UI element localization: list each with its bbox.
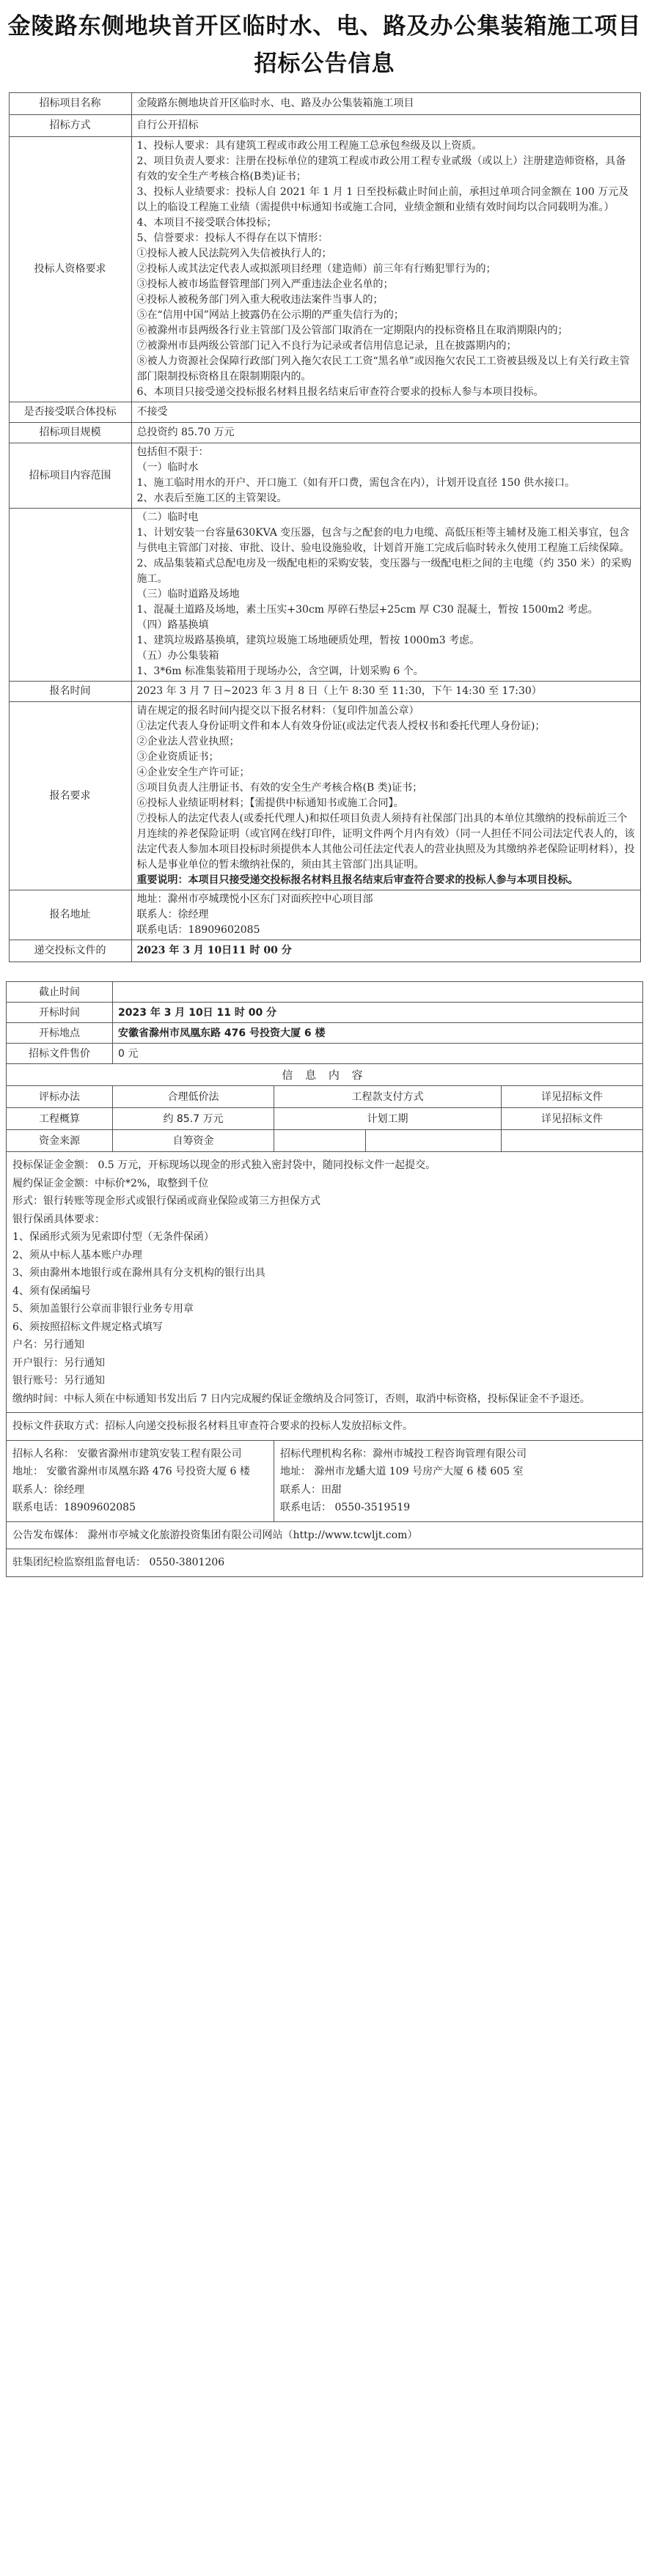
qualification-content — [131, 137, 640, 402]
eval-value: 合理低价法 — [113, 1086, 274, 1108]
table-row — [7, 1023, 643, 1044]
page-title: 金陵路东侧地块首开区临时水、电、路及办公集装箱施工项目 — [7, 13, 642, 40]
agency-line: 招标代理机构名称：滁州市城投工程咨询管理有限公司 — [280, 1447, 527, 1460]
reg-req-line: ⑥投标人业绩证明材料；【需提供中标通知书或施工合同】。 — [136, 797, 404, 809]
scope-line: 2、成品集装箱式总配电房及一级配电柜的采购安装，变压器与一级配电柜之间的主电缆（约 350 米）的采购施工。 — [136, 558, 632, 585]
consortium-value: 不接受 — [131, 402, 640, 423]
deposit-section — [7, 1152, 643, 1413]
payment-value: 详见招标文件 — [502, 1086, 643, 1108]
table-row — [7, 1152, 643, 1413]
deposit-line: 开户银行：另行通知 — [12, 1357, 105, 1369]
qualification-line: 5、信誉要求：投标人不得存在以下情形： — [136, 232, 329, 244]
supervision-text: 驻集团纪检监察组监督电话： 0550-3801206 — [12, 1557, 225, 1568]
deposit-line: 缴纳时间：中标人须在中标通知书发出后 7 日内完成履约保证金缴纳及合同签订，否则，取消中标资格，投标保证金不予退还。 — [12, 1392, 590, 1405]
project-name-label: 招标项目名称 — [9, 93, 131, 115]
deadline-value — [113, 982, 643, 1003]
tenderer-line: 招标人名称： 安徽省滁州市建筑安装工程有限公司 — [12, 1447, 242, 1460]
media-text: 公告发布媒体： 滁州市亭城文化旅游投资集团有限公司网站（http://www.tcwljt.com） — [12, 1529, 418, 1541]
deposit-line: 投标保证金金额： 0.5 万元，开标现场以现金的形式独入密封袋中，随同投标文件一起提交。 — [12, 1159, 436, 1171]
deposit-line: 银行账号：另行通知 — [12, 1375, 105, 1387]
table-row — [7, 1086, 643, 1108]
reg-req-line: ③企业资质证书； — [136, 751, 219, 763]
table-row — [9, 509, 640, 682]
qualification-line: ④投标人被税务部门列入重大税收违法案件当事人的； — [136, 294, 384, 306]
deposit-line: 2、须从中标人基本账户办理 — [12, 1249, 142, 1261]
table-row — [7, 1130, 643, 1152]
reg-time-value: 2023 年 3 月 7 日~2023 年 3 月 8 日（上午 8:30 至 11:30，下午 14:30 至 17:30） — [131, 682, 640, 702]
scope-content — [131, 443, 640, 509]
scope-line: （三）临时道路及场地 — [136, 588, 240, 600]
qualification-label: 投标人资格要求 — [9, 137, 131, 402]
reg-addr-line: 地址：滁州市亭城璞悦小区东门对面疾控中心项目部 — [136, 893, 373, 905]
place-value: 安徽省滁州市凤凰东路 476 号投资大厦 6 楼 — [113, 1023, 643, 1044]
scope-line: 1、3*6m 标准集装箱用于现场办公，含空调，计划采购 6 个。 — [136, 665, 424, 677]
scope-line: （五）办公集装箱 — [136, 650, 219, 662]
reg-time-label: 报名时间 — [9, 682, 131, 702]
reg-req-line: ⑦投标人的法定代表人(或委托代理人)和拟任项目负责人须持有社保部门出具的本单位其缴纳的投标前近三个月连续的养老保险证明（或官网在线打印件，证明文件两个月内有效）（同一人担任不同公司法定代表人的，该法定代表人参加本项目投标时须提供本人其他公司任法定代表人的营业执照及为其缴纳养老保险证明材料），投标人是事业单位的暂未缴纳社保的，须由其主管部门出具证明。 — [136, 813, 635, 871]
page-subtitle: 招标公告信息 — [254, 51, 395, 77]
table-row — [9, 682, 640, 702]
scope-line: 1、混凝土道路及场地，素土压实+30cm 厚碎石垫层+25cm 厚 C30 混凝土，暂按 1500m2 考虑。 — [136, 604, 598, 616]
qualification-line: ⑧被人力资源社会保障行政部门列入拖欠农民工工资“黑名单”或因拖欠农民工工资被县级及以上有关行政主管部门限制投标资格且在限制期限内的。 — [136, 355, 630, 383]
reg-req-label: 报名要求 — [9, 702, 131, 890]
supervision-info — [7, 1549, 643, 1577]
qualification-line: 4、本项目不接受联合体投标； — [136, 217, 277, 229]
agency-info — [274, 1440, 643, 1521]
period-label: 计划工期 — [274, 1108, 502, 1130]
price-value: 0 元 — [113, 1044, 643, 1064]
table-row — [7, 1044, 643, 1064]
info-section-title: 信 息 内 容 — [7, 1064, 643, 1086]
qualification-line: 6、本项目只接受递交投标报名材料且报名结束后审查符合要求的投标人参与本项目投标。 — [136, 386, 544, 398]
reg-addr-label: 报名地址 — [9, 890, 131, 940]
reg-req-line: ①法定代表人身份证明文件和本人有效身份证(或法定代表人授权书和委托代理人身份证)； — [136, 720, 546, 732]
scope-continued-content — [131, 509, 640, 682]
agency-line: 地址： 滁州市龙蟠大道 109 号房产大厦 6 楼 605 室 — [280, 1466, 524, 1477]
submit-time-value: 2023 年 3 月 10日11 时 00 分 — [131, 940, 640, 962]
submit-label: 递交投标文件的 — [9, 940, 131, 962]
deposit-line: 3、须由滁州本地银行或在滁州具有分支机构的银行出具 — [12, 1267, 265, 1279]
scope-continued-label — [9, 509, 131, 682]
eval-label: 评标办法 — [7, 1086, 113, 1108]
empty-cell — [274, 1130, 366, 1152]
qualification-line: 3、投标人业绩要求：投标人自 2021 年 1 月 1 日至投标截止时间止前，承担过单项合同金额在 100 万元及以上的临设工程施工业绩（需提供中标通知书或施工合同，业绩金额和业绩有效时间均以合同载明为准。） — [136, 186, 629, 213]
table-row — [7, 1108, 643, 1130]
qualification-line: 2、项目负责人要求：注册在投标单位的建筑工程或市政公用工程专业贰级（或以上）注册建造师资格，具备有效的安全生产考核合格(B类)证书； — [136, 155, 626, 182]
scale-value: 总投资约 85.70 万元 — [131, 423, 640, 443]
scope-line: （二）临时电 — [136, 512, 199, 523]
scope-line: 包括但不限于： — [136, 446, 209, 458]
deposit-line: 1、保函形式须为见索即付型（无条件保函） — [12, 1231, 214, 1243]
file-method — [7, 1413, 643, 1441]
table-row — [7, 1413, 643, 1441]
tenderer-line: 联系电话：18909602085 — [12, 1502, 136, 1513]
empty-cell — [502, 1130, 643, 1152]
table-row — [9, 702, 640, 890]
scale-label: 招标项目规模 — [9, 423, 131, 443]
reg-addr-content — [131, 890, 640, 940]
reg-req-line: ④企业安全生产许可证； — [136, 767, 250, 778]
reg-req-line: 请在规定的报名时间内提交以下报名材料：（复印件加盖公章） — [136, 705, 419, 717]
table-row — [7, 1064, 643, 1086]
consortium-label: 是否接受联合体投标 — [9, 402, 131, 423]
fund-label: 资金来源 — [7, 1130, 113, 1152]
table-row — [9, 115, 640, 137]
table-row — [9, 443, 640, 509]
scope-line: 1、计划安装一台容量630KVA 变压器，包含与之配套的电力电缆、高低压柜等主辅材及施工相关事宜，包含与供电主管部门对接、审批、设计、验电设施验收，计划首开施工完成后临时转永久使用工程施工后续保障。 — [136, 527, 630, 554]
reg-addr-line: 联系人：徐经理 — [136, 909, 209, 920]
budget-label: 工程概算 — [7, 1108, 113, 1130]
scope-label: 招标项目内容范围 — [9, 443, 131, 509]
place-label: 开标地点 — [7, 1023, 113, 1044]
deadline-label: 截止时间 — [7, 982, 113, 1003]
table-row — [7, 1549, 643, 1577]
qualification-line: ①投标人被人民法院列入失信被执行人的； — [136, 248, 332, 259]
reg-addr-line: 联系电话：18909602085 — [136, 924, 260, 936]
table-row — [9, 137, 640, 402]
empty-cell — [366, 1130, 502, 1152]
period-value: 详见招标文件 — [502, 1108, 643, 1130]
table-row — [7, 1440, 643, 1521]
table-row — [9, 93, 640, 115]
scope-line: 1、建筑垃圾路基换填，建筑垃圾施工场地硬质处理，暂按 1000m3 考虑。 — [136, 635, 480, 646]
table-row — [7, 1003, 643, 1023]
tenderer-info — [7, 1440, 274, 1521]
deposit-line: 银行保函具体要求： — [12, 1213, 105, 1225]
project-name-value: 金陵路东侧地块首开区临时水、电、路及办公集装箱施工项目 — [131, 93, 640, 115]
tenderer-line: 联系人：徐经理 — [12, 1483, 84, 1496]
deposit-line: 形式：银行转账等现金形式或银行保函或商业保险或第三方担保方式 — [12, 1195, 320, 1207]
reg-req-line: ⑤项目负责人注册证书、有效的安全生产考核合格(B 类)证书； — [136, 782, 423, 794]
deposit-line: 5、须加盖银行公章而非银行业务专用章 — [12, 1303, 194, 1315]
scope-line: （四）路基换填 — [136, 619, 209, 631]
qualification-line: 1、投标人要求：具有建筑工程或市政公用工程施工总承包叁级及以上资质。 — [136, 140, 483, 152]
tender-info-table — [9, 92, 641, 962]
deposit-line: 6、须按照招标文件规定格式填写 — [12, 1321, 163, 1333]
payment-label: 工程款支付方式 — [274, 1086, 502, 1108]
fund-value: 自筹资金 — [113, 1130, 274, 1152]
deposit-line: 4、须有保函编号 — [12, 1285, 91, 1297]
tenderer-line: 地址： 安徽省滁州市凤凰东路 476 号投资大厦 6 楼 — [12, 1466, 250, 1477]
qualification-line: ⑤在“信用中国”网站上披露仍在公示期的严重失信行为的； — [136, 309, 404, 321]
reg-req-line: ②企业法人营业执照； — [136, 736, 240, 748]
qualification-line: ⑦被滁州市县两级公管部门记入不良行为记录或者信用信息记录，且在披露期内的； — [136, 340, 517, 352]
qualification-line: ③投标人被市场监督管理部门列入严重违法企业名单的； — [136, 278, 394, 290]
price-label: 招标文件售价 — [7, 1044, 113, 1064]
important-note: 重要说明：本项目只接受递交投标报名材料且报名结束后审查符合要求的投标人参与本项目投标。 — [136, 874, 579, 886]
reg-req-content — [131, 702, 640, 890]
table-row — [9, 940, 640, 962]
bid-open-value: 2023 年 3 月 10日 11 时 00 分 — [113, 1003, 643, 1023]
qualification-line: ⑥被滁州市县两级各行业主管部门及公管部门取消在一定期限内的投标资格且在取消期限内的； — [136, 325, 568, 336]
table-row — [7, 982, 643, 1003]
bid-open-label: 开标时间 — [7, 1003, 113, 1023]
table-row — [7, 1521, 643, 1549]
media-info — [7, 1521, 643, 1549]
scope-line: （一）临时水 — [136, 462, 199, 473]
deposit-line: 户名：另行通知 — [12, 1339, 84, 1351]
method-value: 自行公开招标 — [131, 115, 640, 137]
qualification-line: ②投标人或其法定代表人或拟派项目经理（建造师）前三年有行贿犯罪行为的； — [136, 263, 496, 275]
deposit-line: 履约保证金金额：中标价*2%，取整到千位 — [12, 1177, 209, 1189]
agency-line: 联系电话： 0550-3519519 — [280, 1502, 411, 1513]
method-label: 招标方式 — [9, 115, 131, 137]
agency-line: 联系人：田甜 — [280, 1483, 342, 1496]
budget-value: 约 85.7 万元 — [113, 1108, 274, 1130]
table-row — [9, 423, 640, 443]
file-method-text: 投标文件获取方式：招标人向递交投标报名材料且审查符合要求的投标人发放招标文件。 — [12, 1420, 413, 1432]
scope-line: 2、水表后至施工区的主管架设。 — [136, 492, 287, 504]
table-row — [9, 402, 640, 423]
table-row — [9, 890, 640, 940]
bid-opening-table — [6, 981, 643, 1577]
scope-line: 1、施工临时用水的开户、开口施工（如有开口费，需包含在内），计划开设直径 150 供水接口。 — [136, 477, 576, 489]
